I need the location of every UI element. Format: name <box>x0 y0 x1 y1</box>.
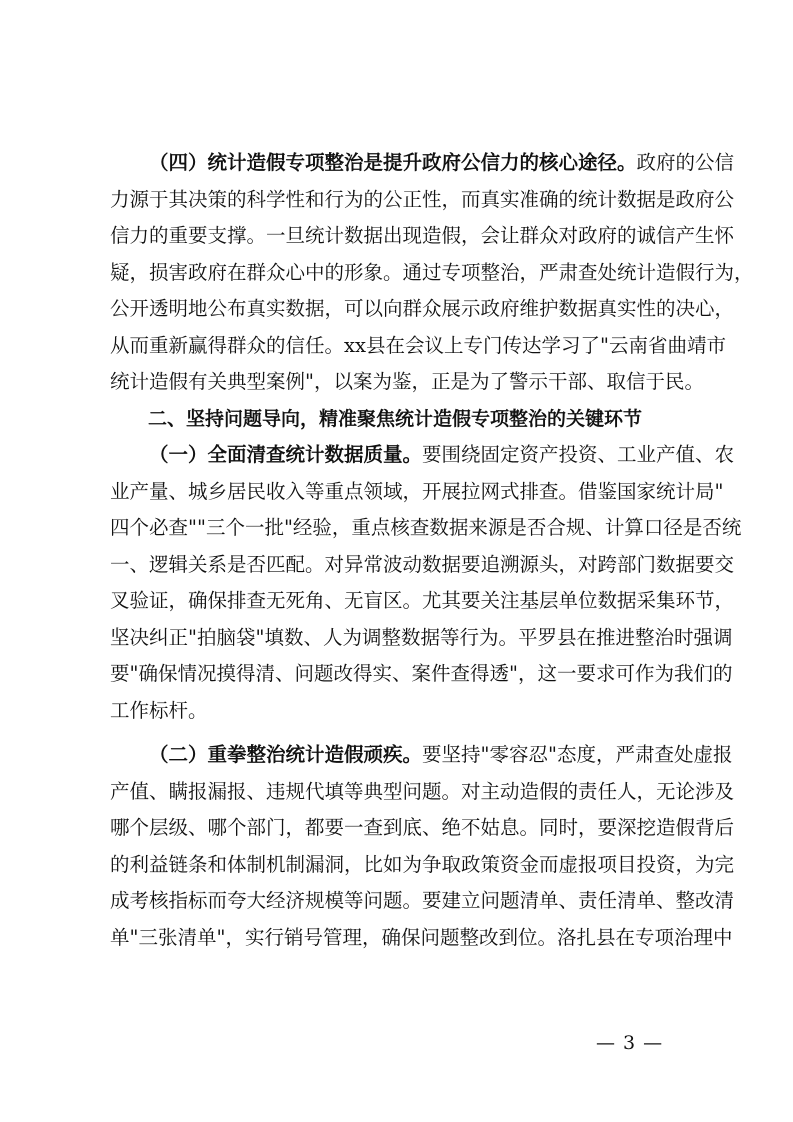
paragraph-line: 业产量、城乡居民收入等重点领域，开展拉网式排查。借鉴国家统计局" <box>110 479 724 503</box>
paragraph-line: 信力的重要支撑。一旦统计数据出现造假，会让群众对政府的诚信产生怀 <box>110 224 735 247</box>
subsection-2-heading: （二）重拳整治统计造假顽疾。 <box>149 743 423 766</box>
section-4-heading: （四）统计造假专项整治是提升政府公信力的核心途径。 <box>149 151 637 174</box>
paragraph-line: 四个必查""三个一批"经验，重点核查数据来源是否合规、计算口径是否统 <box>110 516 742 539</box>
section-4-text: 政府的公信 <box>636 151 735 174</box>
paragraph-section-4-line-1 <box>110 145 735 182</box>
paragraph-gap <box>110 729 682 737</box>
paragraph-line: 从而重新赢得群众的信任。xx县在会议上专门传达学习了"云南省曲靖市 <box>110 333 726 357</box>
subsection-1-heading: （一）全面清查统计数据质量。 <box>149 443 423 466</box>
subsection-1-text: 要围绕固定资产投资、工业产值、农 <box>422 443 735 466</box>
body-text <box>110 145 754 956</box>
paragraph-line: 哪个层级、哪个部门，都要一查到底、绝不姑息。同时，要深挖造假背后 <box>110 816 735 839</box>
paragraph-line: 力源于其决策的科学性和行为的公正性，而真实准确的统计数据是政府公 <box>110 187 735 211</box>
paragraph-line: 工作标杆。 <box>110 698 208 722</box>
page-number: — 3 — <box>596 1032 664 1054</box>
paragraph-line: 一、逻辑关系是否匹配。对异常波动数据要追溯源头，对跨部门数据要交 <box>110 552 735 576</box>
paragraph-line: 叉验证，确保排查无死角、无盲区。尤其要关注基层单位数据采集环节， <box>110 589 735 612</box>
paragraph-line: 要"确保情况摸得清、问题改得实、案件查得透"，这一要求可作为我们的 <box>110 662 733 685</box>
paragraph-subsection-2-line-1 <box>110 737 733 774</box>
paragraph-line: 单"三张清单"，实行销号管理，确保问题整改到位。洛扎县在专项治理中 <box>110 925 733 949</box>
paragraph-line: 统计造假有关典型案例"，以案为鉴，正是为了警示干部、取信于民。 <box>110 370 704 393</box>
paragraph-line: 公开透明地公布真实数据，可以向群众展示政府维护数据真实性的决心， <box>110 297 735 320</box>
part-2-heading: 二、坚持问题导向，精准聚焦统计造假专项整治的关键环节 <box>148 407 643 430</box>
subsection-2-text: 要坚持"零容忍"态度，严肃查处虚报 <box>422 743 733 766</box>
paragraph-subsection-1-line-1 <box>110 437 735 474</box>
paragraph-line: 疑，损害政府在群众心中的形象。通过专项整治，严肃查处统计造假行为， <box>110 260 754 284</box>
paragraph-line: 的利益链条和体制机制漏洞，比如为争取政策资金而虚报项目投资，为完 <box>110 852 735 876</box>
paragraph-line: 产值、瞒报漏报、违规代填等典型问题。对主动造假的责任人，无论涉及 <box>110 779 735 803</box>
paragraph-line: 成考核指标而夸大经济规模等问题。要建立问题清单、责任清单、整改清 <box>110 889 735 912</box>
paragraph-line: 坚决纠正"拍脑袋"填数、人为调整数据等行为。平罗县在推进整治时强调 <box>110 625 733 649</box>
